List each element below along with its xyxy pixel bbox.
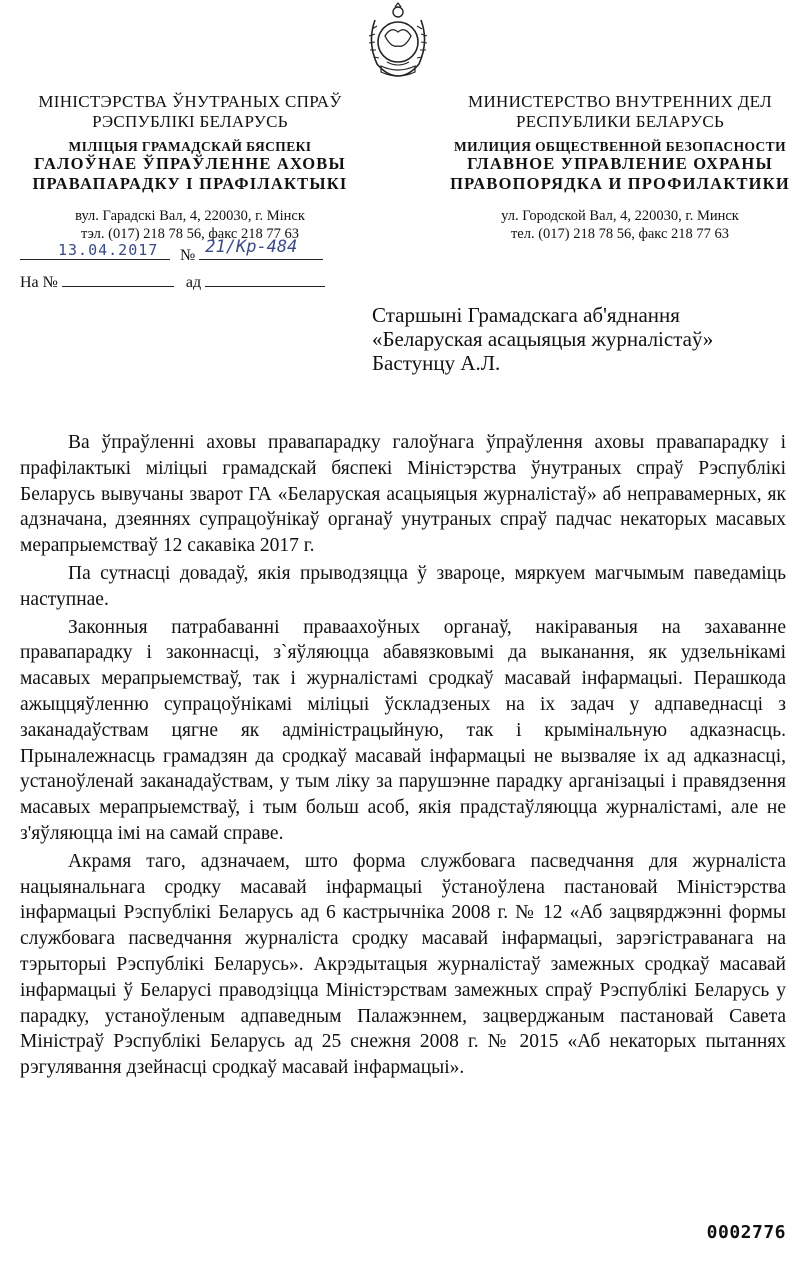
ministry-line-1: МІНІСТЭРСТВА ЎНУТРАНЫХ СПРАЎ <box>38 92 342 111</box>
ministry-line-1: МИНИСТЕРСТВО ВНУТРЕННИХ ДЕЛ <box>468 92 772 111</box>
paragraph-4: Акрамя таго, адзначаем, што форма службовага пасведчання для журналіста нацыянальнага сродку масавай інфармацыі ўстаноўлена пастановай Міністэрства інфармацыі Рэспублікі Беларусь ад 6 кастрычніка 2008 г. № 12 «Аб зацвярджэнні формы службовага пасведчання журналіста сродку масавай інфармацыі, зарэгістраванага на тэрыторыі Рэспублікі Беларусь». Акрэдытацыя журналістаў замежных сродкаў масавай інфармацыі ў Беларусі праводзіцца Міністэрствам замежных спраў Рэспублікі Беларусь у парадку, устаноўленым адпаведным Палажэннем, зацверджаным пастановай Савета Міністраў Рэспублікі Беларусь ад 25 снежня 2008 г. № 2015 «Аб некаторых пытаннях рэгулявання дзейнасці сродкаў масавай інфармацыі». <box>20 850 786 1079</box>
date-field <box>20 241 170 260</box>
serial-number: 0002776 <box>706 1222 786 1243</box>
letter-body <box>20 430 786 1083</box>
ministry-line-2: РЭСПУБЛІКІ БЕЛАРУСЬ <box>92 112 288 131</box>
number-label: № <box>180 247 196 264</box>
recipient-line-3: Бастунцу А.Л. <box>372 351 501 375</box>
ref-date-field <box>205 272 325 287</box>
ministry-name-ru <box>440 92 800 132</box>
address-by <box>20 207 360 243</box>
state-emblem-icon <box>365 2 431 82</box>
recipient-line-1: Старшыні Грамадскага аб'яднання <box>372 303 680 327</box>
ref-label: На № <box>20 274 58 291</box>
reference-line <box>20 272 325 292</box>
number-field <box>199 237 323 260</box>
ref-number-field <box>62 272 174 287</box>
paragraph-3: Законныя патрабаванні праваахоўных органаў, накіраваныя на захаванне правапарадку і законнасці, з`яўляюцца абавязковымі да выканання, як удзельнікамі масавых мерапрыемстваў, так і журналістамі сродкаў масавай інфармацыі. Перашкода ажыццяўленню супрацоўнікамі міліцыі ўскладзеных на іх задач у адпаведнасці з заканадаўствам цягне як адміністрацыйную, так і крымінальную адказнасць. Прыналежнасць грамадзян да сродкаў масавай інфармацыі не вызваляе іх ад адказнасці, устаноўленай заканадаўствам, у тым ліку за парушэнне парадку арганізацыі і правядзення масавых мерапрыемстваў, і тым больш асоб, якія прадстаўляюцца журналістамі, але не з'яўляюцца імі на самай справе. <box>20 616 786 844</box>
registration-line <box>20 237 323 265</box>
ref-from-label: ад <box>185 274 202 291</box>
directorate-line-1: ГАЛОЎНАЕ ЎПРАЎЛЕННЕ АХОВЫ <box>34 154 346 173</box>
number-handwritten: 21/Кр-484 <box>205 237 298 257</box>
ministry-name-by <box>20 92 360 132</box>
directorate-line-2: ПРАВОПОРЯДКА И ПРОФИЛАКТИКИ <box>450 174 790 193</box>
paragraph-1: Ва ўпраўленні аховы правапарадку галоўнага ўпраўлення аховы правапарадку і прафілактыкі міліцыі грамадскай бяспекі Міністэрства ўнутраных спраў Рэспублікі Беларусь вывучаны зварот ГА «Беларуская асацыяцыя журналістаў» аб неправамерных, як адзначана, дзеяннях супрацоўнікаў органаў унутраных спраў падчас некаторых масавых мерапрыемстваў 12 сакавіка 2017 г. <box>20 432 786 557</box>
militia-name-by: МІЛІЦЫЯ ГРАМАДСКАЙ БЯСПЕКІ <box>68 139 312 154</box>
address-line: вул. Гарадскі Вал, 4, 220030, г. Мінск <box>75 208 305 224</box>
address-ru <box>440 207 800 243</box>
date-stamp: 13.04.2017 <box>58 241 159 259</box>
paragraph-2: Па сутнасці довадаў, якія прыводзяцца ў звароце, мяркуем магчымым паведаміць наступнае. <box>20 562 786 610</box>
address-line: ул. Городской Вал, 4, 220030, г. Минск <box>501 208 739 224</box>
directorate-name-by <box>20 154 360 194</box>
directorate-line-2: ПРАВАПАРАДКУ І ПРАФІЛАКТЫКІ <box>32 174 348 193</box>
militia-name-ru: МИЛИЦИЯ ОБЩЕСТВЕННОЙ БЕЗОПАСНОСТИ <box>454 139 786 154</box>
recipient-block <box>372 303 713 375</box>
recipient-line-2: «Беларуская асацыяцыя журналістаў» <box>372 327 714 351</box>
phone-line: тел. (017) 218 78 56, факс 218 77 63 <box>510 226 730 242</box>
ministry-line-2: РЕСПУБЛИКИ БЕЛАРУСЬ <box>515 112 725 131</box>
phone-line: тэл. (017) 218 78 56, факс 218 77 63 <box>80 226 299 242</box>
directorate-line-1: ГЛАВНОЕ УПРАВЛЕНИЕ ОХРАНЫ <box>467 154 773 173</box>
directorate-name-ru <box>440 154 800 194</box>
